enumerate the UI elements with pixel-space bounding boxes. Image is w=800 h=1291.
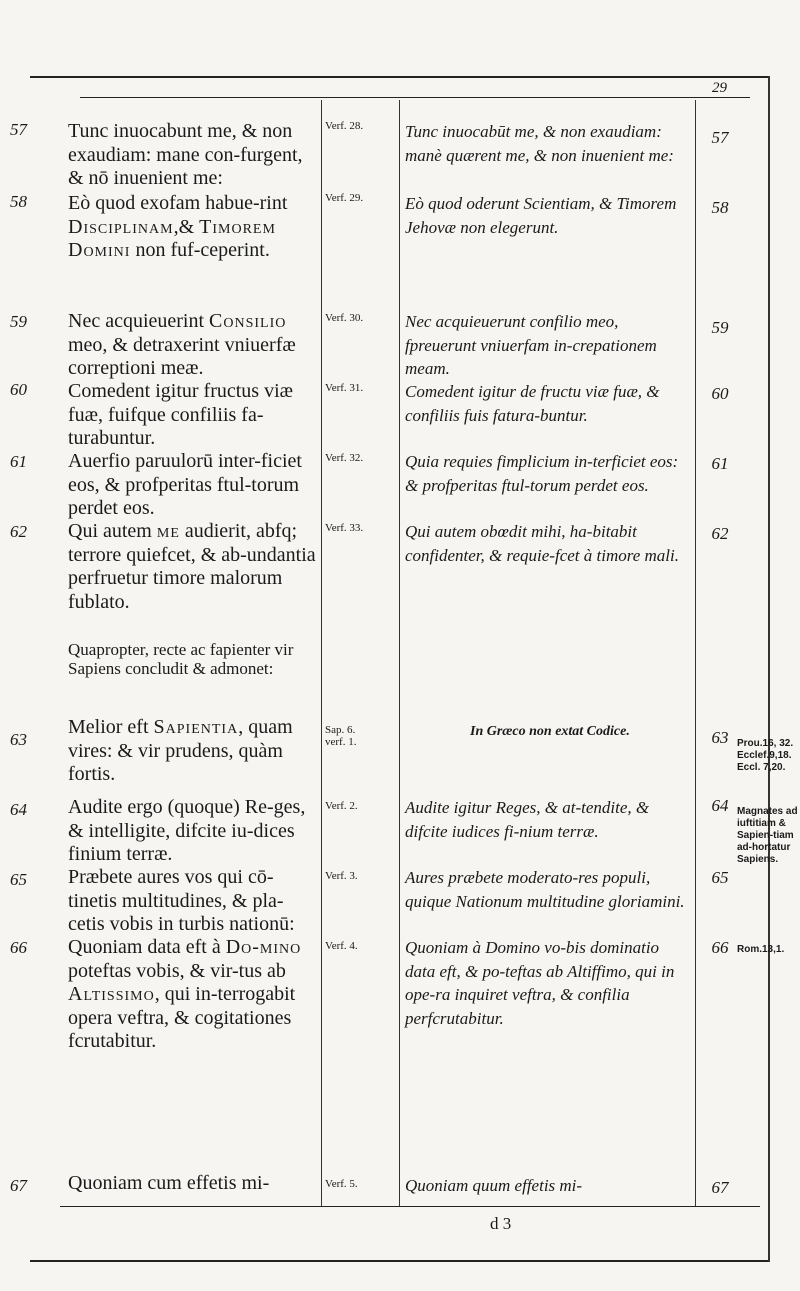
verse-number: 62 <box>10 522 27 541</box>
verse-ref: Verf. 2. <box>325 800 358 812</box>
small-caps-run: Sapientia <box>153 716 239 738</box>
translation-verse: Quoniam quum effetis mi- <box>405 1176 583 1195</box>
verse-number: 59 <box>10 312 27 331</box>
small-caps-run: Altissimo <box>68 983 155 1005</box>
bottom-rule <box>60 1206 760 1207</box>
verse-number: 61 <box>711 454 729 473</box>
verse-ref: Verf. 5. <box>325 1178 358 1190</box>
top-rule <box>30 76 770 78</box>
latin-verse <box>68 192 318 263</box>
translation-verse: Aures præbete moderato-res populi, quique Nationum multitudine gloriamini. <box>405 868 685 911</box>
verse-number: 58 <box>711 198 729 217</box>
text-run: Qui autem <box>68 520 157 542</box>
verse-number: 65 <box>10 870 27 889</box>
text-run: Nec acquieuerint <box>68 310 210 332</box>
verse-number: 66 <box>10 938 27 957</box>
header-rule <box>80 97 750 98</box>
verse-number: 67 <box>711 1178 729 1197</box>
text-run: , quam vires: & vir prudens, quàm fortis. <box>68 716 293 785</box>
verse-ref: Verf. 31. <box>325 382 364 394</box>
text-run: Eò quod exofam habue-rint <box>68 192 288 214</box>
signature-mark: d 3 <box>490 1214 512 1233</box>
latin-verse <box>68 936 318 1054</box>
text-run: non fuf-ceperint. <box>130 239 270 261</box>
latin-verse <box>68 120 318 191</box>
latin-verse-62 <box>68 520 318 614</box>
latin-verse-59 <box>68 310 318 381</box>
verse-ref: Verf. 32. <box>325 452 364 464</box>
latin-verse-65: Præbete aures vos qui cō-tinetis multitudines, & pla-cetis vobis in turbis nationū: <box>68 866 295 935</box>
latin-verse <box>68 1172 318 1196</box>
verse-number: 60 <box>711 384 729 403</box>
latin-verse-66 <box>68 936 318 1054</box>
verse-number: 67 <box>10 1176 27 1195</box>
text-run: , qui in-terrogabit opera veftra, & cogitationes fcrutabitur. <box>68 983 296 1052</box>
text-run: Quoniam data eft à <box>68 936 226 958</box>
latin-verse-61: Auerfio paruulorū inter-ficiet eos, & profperitas ftul-torum perdet eos. <box>68 450 302 519</box>
verse-number: 66 <box>711 938 729 957</box>
text-run: meo, & detraxerint vniuerfæ correptioni meæ. <box>68 333 296 379</box>
column-divider-right <box>695 100 696 1206</box>
transition-note <box>68 640 318 678</box>
verse-ref: Verf. 28. <box>325 120 364 132</box>
margin-note-refs: Prou.16, 32. Ecclef.9,18. Eccl. 7,20. <box>737 738 794 773</box>
translation-verse: Tunc inuocabūt me, & non exaudiam: manè quærent me, & non inuenient me: <box>405 122 674 165</box>
latin-verse <box>68 520 318 614</box>
page-edge <box>768 76 770 1262</box>
verse-number: 63 <box>711 728 729 747</box>
translation-verse: Quoniam à Domino vo-bis dominatio data eft, & po-teftas ab Altiffimo, qui in ope-ra inquiret veftra, & confilia perfcrutabitur. <box>405 938 675 1028</box>
latin-verse <box>68 310 318 381</box>
translation-verse: Quia requies fimplicium in-terficiet eos: & profperitas ftul-torum perdet eos. <box>405 452 679 495</box>
text-run: poteftas vobis, & vir-tus ab <box>68 959 286 982</box>
verse-number: 63 <box>10 730 27 749</box>
latin-verse-64: Audite ergo (quoque) Re-ges, & intelligite, difcite iu-dices finium terræ. <box>68 796 306 865</box>
verse-ref: Verf. 3. <box>325 870 358 882</box>
transition-text: Quapropter, recte ac fapienter vir Sapiens concludit & admonet: <box>68 640 294 678</box>
latin-verse-60: Comedent igitur fructus viæ fuæ, fuifque confiliis fa-turabuntur. <box>68 380 293 449</box>
translation-verse: Eò quod oderunt Scientiam, & Timorem Jehovæ non elegerunt. <box>405 194 677 237</box>
margin-note-refs: Rom.13,1. <box>737 944 785 955</box>
verse-number: 59 <box>711 318 729 337</box>
latin-verse-58 <box>68 192 318 263</box>
text-run: audierit, abfq; terrore quiefcet, & ab-undantia perfruetur timore malorum fublato. <box>68 520 316 613</box>
latin-verse <box>68 380 318 451</box>
verse-number: 61 <box>10 452 27 471</box>
verse-ref: Verf. 30. <box>325 312 364 324</box>
verse-number: 57 <box>10 120 27 139</box>
latin-verse-67: Quoniam cum effetis mi- <box>68 1172 270 1194</box>
page-number: 29 <box>712 80 727 96</box>
verse-ref: Verf. 29. <box>325 192 364 204</box>
text-run: ,& <box>173 215 200 238</box>
verse-number: 60 <box>10 380 27 399</box>
translation-note: In Græco non extat Codice. <box>470 724 630 739</box>
margin-note-summary: Magnates ad iuftitiam & Sapien-tiam ad-hortatur Sapiens. <box>737 806 798 865</box>
small-caps-run: Timorem Domini <box>68 215 276 261</box>
verse-number: 62 <box>711 524 729 543</box>
text-run: Melior eft <box>68 716 154 738</box>
small-caps-run: Consilio <box>209 310 287 332</box>
latin-verse-63 <box>68 716 318 787</box>
small-caps-run: Do-mino <box>225 936 302 958</box>
translation-verse: Nec acquieuerunt confilio meo, fpreuerunt vniuerfam in-crepationem meam. <box>405 312 657 378</box>
verse-number: 65 <box>711 868 729 887</box>
latin-verse <box>68 796 318 867</box>
column-divider-left <box>321 100 322 1206</box>
verse-ref: Verf. 33. <box>325 522 364 534</box>
small-caps-run: me <box>156 520 180 542</box>
translation-verse: Comedent igitur de fructu viæ fuæ, & confiliis fuis fatura-buntur. <box>405 382 660 425</box>
base-rule <box>30 1260 770 1262</box>
latin-verse-57: Tunc inuocabunt me, & non exaudiam: mane con-furgent, & nō inuenient me: <box>68 120 303 189</box>
latin-verse <box>68 450 318 521</box>
verse-number: 57 <box>711 128 729 147</box>
verse-ref: Sap. 6. verf. 1. <box>325 724 357 748</box>
small-caps-run: Disciplinam <box>68 215 174 238</box>
translation-verse: Audite igitur Reges, & at-tendite, & difcite iudices fi-nium terræ. <box>405 798 650 841</box>
translation-verse: Qui autem obœdit mihi, ha-bitabit confidenter, & requie-fcet à timore mali. <box>405 522 679 565</box>
latin-verse <box>68 866 318 937</box>
latin-verse <box>68 716 318 787</box>
verse-number: 64 <box>711 796 729 815</box>
column-divider-mid <box>399 100 400 1206</box>
verse-number: 64 <box>10 800 27 819</box>
verse-number: 58 <box>10 192 27 211</box>
verse-ref: Verf. 4. <box>325 940 358 952</box>
